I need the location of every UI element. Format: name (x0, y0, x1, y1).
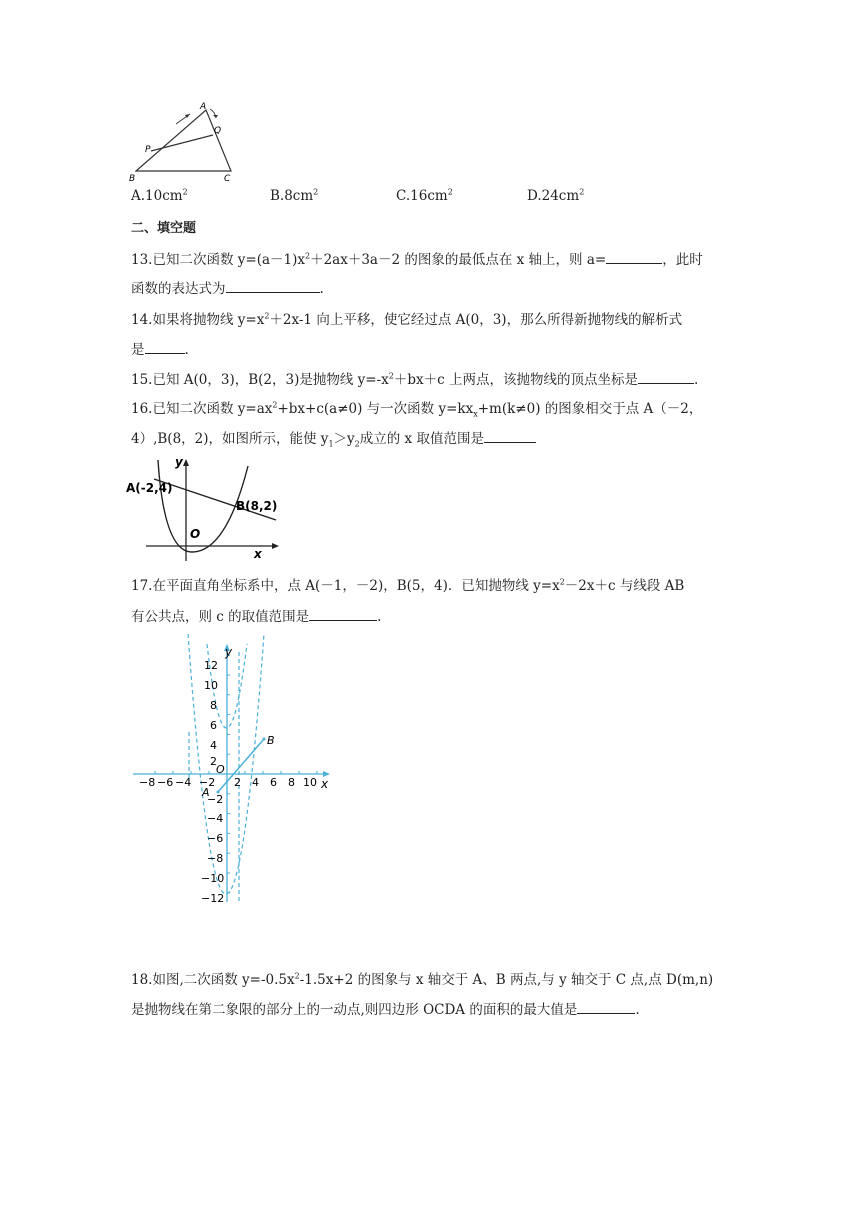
q17-ytick-m12: −12 (201, 892, 225, 905)
q17-point-b-label: B (267, 734, 275, 747)
q17-ytick-m2: −2 (207, 793, 224, 806)
q17-ytick-m8: −8 (207, 852, 224, 865)
q17-ytick-6: 6 (210, 719, 217, 732)
q17-xtick-6: 6 (270, 776, 277, 789)
q16-point-b-label: B(8,2) (236, 499, 278, 513)
q16-y-label: y (175, 455, 183, 469)
option-c: $C.16cm^2$ (396, 187, 453, 204)
q17-ytick-m10: −10 (201, 872, 225, 885)
option-b: $B.8cm^2$ (270, 187, 319, 204)
q14-line1: 14.如果将抛物线 $y=x^2+2x-1$ 向上平移，使它经过点 A(0，3)，那么所得新抛物线的解析式 (131, 311, 683, 328)
q18-line1: 18.如图,二次函数 $y=-0.5x^2-1.5x+2$ 的图象与 x 轴交于 A、B 两点,与 y 轴交于 C 点,点 D(m,n) (131, 971, 714, 988)
q17-xtick-10: 10 (303, 776, 317, 789)
option-d: $D.24cm^2$ (527, 187, 585, 204)
vertex-c-label: C (224, 174, 231, 184)
q17-ytick-m4: −4 (207, 812, 224, 825)
q17-xtick-m2: −2 (199, 776, 216, 789)
q13-line2: 函数的表达式为 . (131, 278, 324, 299)
q13-blank-expr[interactable] (226, 278, 320, 293)
q14-line2: 是 . (131, 339, 189, 360)
q16-origin-label: O (190, 527, 201, 541)
q17-xtick-m4: −4 (175, 776, 192, 789)
triangle-figure (126, 98, 242, 184)
q16-graph (126, 454, 286, 566)
q13-blank-a[interactable] (606, 249, 662, 264)
q17-x-label: x (321, 777, 329, 791)
q17-ytick-4: 4 (210, 739, 217, 752)
section-title: 二、填空题 (131, 221, 197, 236)
q17-ytick-12: 12 (204, 659, 218, 672)
q17-xtick-m8: −8 (139, 776, 156, 789)
q15-line1: 15.已知 A(0，3)，B(2，3)是抛物线 $y=-x^2+bx+c$ 上两点，该抛物线的顶点坐标是 . (131, 369, 698, 390)
q16-blank[interactable] (484, 428, 536, 443)
vertex-b-label: B (129, 174, 136, 184)
q14-blank[interactable] (145, 339, 185, 354)
q17-line1: 17.在平面直角坐标系中，点 A(－1，－2)，B(5，4)．已知抛物线 $y=x^2-2x+c$ 与线段 AB (131, 577, 685, 594)
q17-y-label: y (225, 645, 233, 659)
q17-ytick-10: 10 (204, 679, 218, 692)
q17-xtick-2: 2 (234, 776, 241, 789)
vertex-a-label: A (200, 102, 207, 112)
q16-line2: 4）,B(8，2)，如图所示，能使 $y_1>y_2$成立的 x 取值范围是 (131, 428, 536, 449)
q17-line2: 有公共点，则 c 的取值范围是 . (131, 606, 381, 627)
q17-xtick-4: 4 (252, 776, 259, 789)
q16-line1: 16.已知二次函数 $y=ax^2+bx+c(a\ne 0)$ 与一次函数 $y=kx_x+m(k\ne 0)$ 的图象相交于点 A（－2， (131, 400, 703, 419)
q17-ytick-2: 2 (210, 755, 217, 768)
q18-line2: 是抛物线在第二象限的部分上的一动点,则四边形 OCDA 的面积的最大值是 . (131, 999, 640, 1020)
q17-blank[interactable] (309, 606, 377, 621)
q17-point-a-label: A (202, 786, 210, 799)
q17-graph (128, 634, 338, 906)
point-p-label: P (145, 145, 151, 155)
q15-blank[interactable] (638, 369, 694, 384)
point-q-label: Q (214, 126, 222, 136)
q17-ytick-8: 8 (210, 699, 217, 712)
q17-origin-label: O (216, 763, 225, 776)
q16-x-label: x (254, 547, 262, 561)
q17-xtick-8: 8 (288, 776, 295, 789)
q17-xtick-m6: −6 (157, 776, 174, 789)
q13-line1: 13.已知二次函数 $y=(a-1)x^2+2ax+3a-2$ 的图象的最低点在 x 轴上，则 a= ，此时 (131, 249, 703, 270)
q18-blank[interactable] (577, 999, 635, 1014)
q16-point-a-label: A(-2,4) (126, 481, 173, 495)
option-a: $A.10cm^2$ (131, 187, 188, 204)
q17-ytick-m6: −6 (207, 832, 224, 845)
